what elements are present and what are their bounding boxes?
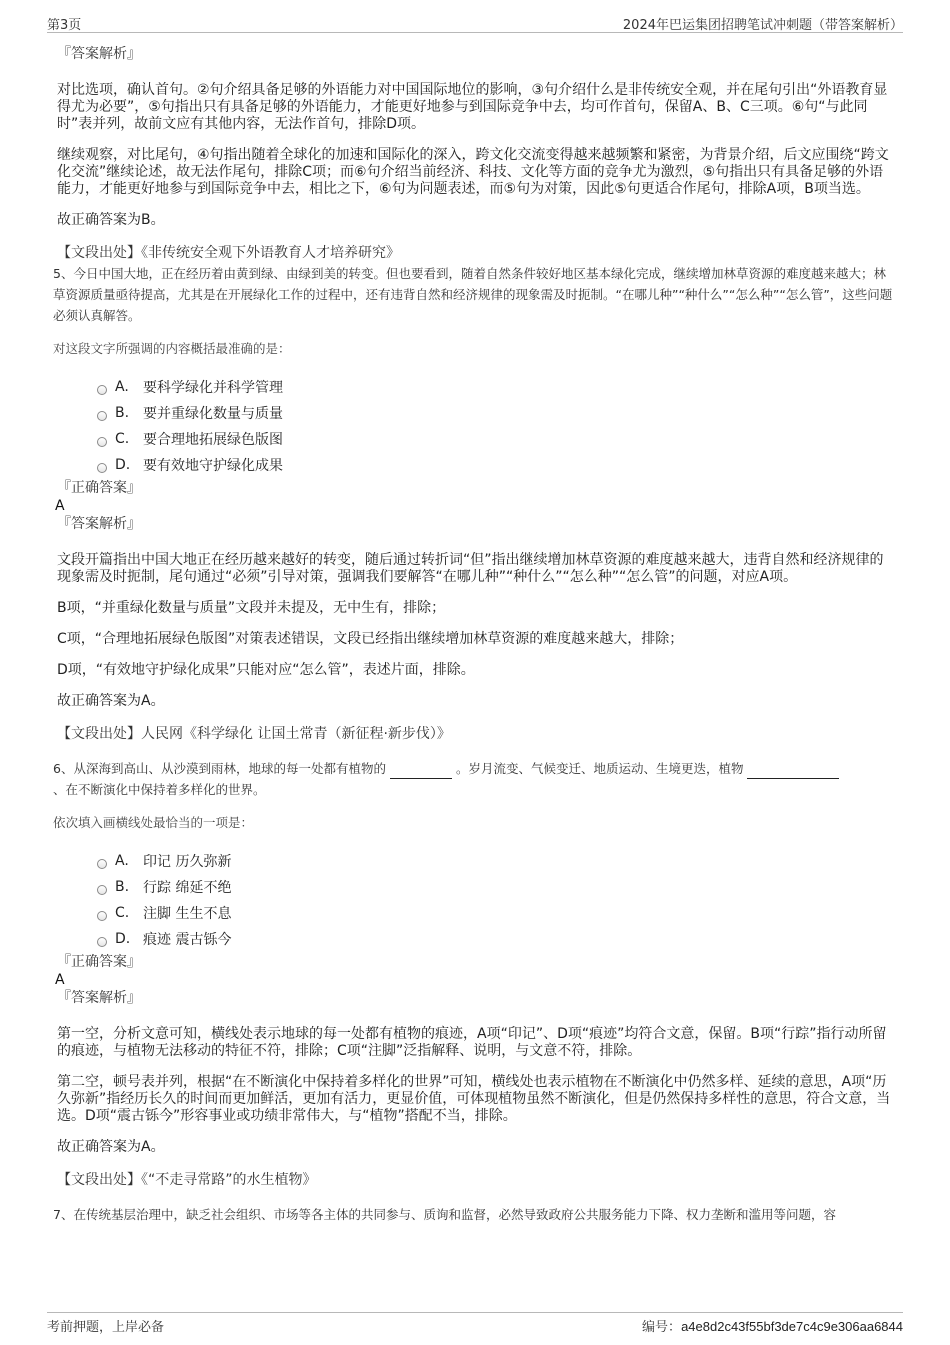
option-b[interactable]: B. 行踪 绵延不绝 xyxy=(97,874,893,900)
document-body xyxy=(53,44,893,1225)
analysis-paragraph: 继续观察，对比尾句，④句指出随着全球化的加速和国际化的深入，跨文化交流变得越来越频繁和紧密，为背景介绍，后文应围绕“跨文化交流”继续论述，故无法作尾句，排除C项；而⑥句介绍当前经济、科技、文化等方面的竞争尤为激烈，⑤句指出只有具备足够的外语能力，才能更好地参与到国际竞争中去，相比之下，⑥句为问题表述，而⑤句为对策，因此⑤句更适合作尾句，排除A项，B项当选。 xyxy=(57,147,889,197)
correct-answer-label: 『正确答案』 xyxy=(57,954,141,970)
correct-answer-value: A xyxy=(55,498,65,514)
analysis-paragraph: 第二空，顿号表并列，根据“在不断演化中保持着多样化的世界”可知，横线处也表示植物在不断演化中仍然多样、延续的意思，A项“历久弥新”指经历长久的时间而更加鲜活，更加有活力，更显价值，可体现植物虽然不断演化，但是仍然保持多样性的意思，符合文意，当选。D项“震古铄今”形容事业或功绩非常伟大，与“植物”搭配不当，排除。 xyxy=(57,1074,891,1124)
answer-analysis-label: 『答案解析』 xyxy=(57,516,141,532)
analysis-paragraph: C项，“合理地拓展绿色版图”对策表述错误，文段已经指出继续增加林草资源的难度越来越大，排除； xyxy=(57,631,684,647)
radio-button[interactable] xyxy=(97,859,107,869)
question-stem: 6、从深海到高山、从沙漠到雨林，地球的每一处都有植物的 。岁月流变、气候变迁、地质运动、生境更迭，植物 、在不断演化中保持着多样化的世界。 xyxy=(53,758,893,800)
option-b[interactable]: B. 要并重绿化数量与质量 xyxy=(97,400,893,426)
option-a[interactable]: A. 要科学绿化并科学管理 xyxy=(97,374,893,400)
question-prompt: 对这段文字所强调的内容概括最准确的是： xyxy=(53,341,291,356)
radio-button[interactable] xyxy=(97,411,107,421)
footer-slogan: 考前押题，上岸必备 xyxy=(47,1320,165,1335)
document-title: 2024年巴运集团招聘笔试冲刺题（带答案解析） xyxy=(622,18,903,33)
radio-button[interactable] xyxy=(97,437,107,447)
option-d[interactable]: D. 痕迹 震古铄今 xyxy=(97,926,893,952)
radio-button[interactable] xyxy=(97,911,107,921)
analysis-paragraph: B项，“并重绿化数量与质量”文段并未提及，无中生有，排除； xyxy=(57,600,446,616)
option-a[interactable]: A. 印记 历久弥新 xyxy=(97,848,893,874)
document-code: 编号：a4e8d2c43f55bf3de7c4c9e306aa6844 xyxy=(642,1319,903,1335)
option-c[interactable]: C. 注脚 生生不息 xyxy=(97,900,893,926)
fill-blank-2 xyxy=(747,765,839,779)
correct-answer-label: 『正确答案』 xyxy=(57,480,141,496)
radio-button[interactable] xyxy=(97,385,107,395)
option-c[interactable]: C. 要合理地拓展绿色版图 xyxy=(97,426,893,452)
option-d[interactable]: D. 要有效地守护绿化成果 xyxy=(97,452,893,478)
analysis-paragraph: 文段开篇指出中国大地正在经历越来越好的转变，随后通过转折词“但”指出继续增加林草资源的难度越来越大，违背自然和经济规律的现象需及时扼制，尾句通过“必须”引导对策，强调我们要解答“在哪儿种”“种什么”“怎么种”“怎么管”的问题，对应A项。 xyxy=(57,552,884,585)
source-citation: 【文段出处】《“不走寻常路”的水生植物》 xyxy=(57,1172,317,1188)
analysis-conclusion: 故正确答案为B。 xyxy=(57,212,165,228)
source-citation: 【文段出处】人民网《科学绿化 让国土常青（新征程·新步伐）》 xyxy=(57,726,451,742)
analysis-paragraph: D项，“有效地守护绿化成果”只能对应“怎么管”，表述片面，排除。 xyxy=(57,662,475,678)
source-citation: 【文段出处】《非传统安全观下外语教育人才培养研究》 xyxy=(57,245,400,261)
analysis-paragraph: 对比选项，确认首句。②句介绍具备足够的外语能力对中国国际地位的影响，③句介绍什么是非传统安全观，并在尾句引出“外语教育显得尤为必要”，⑤句指出只有具备足够的外语能力，才能更好地参与到国际竞争中去，均可作首句，保留A、B、C三项。⑥句“与此同时”表并列，故前文应有其他内容，无法作首句，排除D项。 xyxy=(57,82,888,132)
question-prompt: 依次填入画横线处最恰当的一项是： xyxy=(53,815,254,830)
page-header xyxy=(47,10,903,33)
question-stem: 7、在传统基层治理中，缺乏社会组织、市场等各主体的共同参与、质询和监督，必然导致政府公共服务能力下降、权力垄断和滥用等问题，容 xyxy=(53,1207,836,1222)
answer-analysis-label: 『答案解析』 xyxy=(57,46,141,62)
radio-button[interactable] xyxy=(97,937,107,947)
page-footer xyxy=(47,1312,903,1335)
radio-button[interactable] xyxy=(97,885,107,895)
fill-blank-1 xyxy=(390,765,452,779)
radio-button[interactable] xyxy=(97,463,107,473)
options-list xyxy=(97,848,893,952)
analysis-conclusion: 故正确答案为A。 xyxy=(57,1139,165,1155)
options-list xyxy=(97,374,893,478)
correct-answer-value: A xyxy=(55,972,65,988)
answer-analysis-label: 『答案解析』 xyxy=(57,990,141,1006)
page-number: 第3页 xyxy=(47,18,82,33)
question-stem: 5、今日中国大地，正在经历着由黄到绿、由绿到美的转变。但也要看到，随着自然条件较好地区基本绿化完成，继续增加林草资源的难度越来越大；林草资源质量亟待提高，尤其是在开展绿化工作的过程中，还有违背自然和经济规律的现象需及时扼制。“在哪儿种”“种什么”“怎么种”“怎么管”，这些问题必须认真解答。 xyxy=(53,266,893,323)
analysis-conclusion: 故正确答案为A。 xyxy=(57,693,165,709)
analysis-paragraph: 第一空，分析文意可知，横线处表示地球的每一处都有植物的痕迹，A项“印记”、D项“痕迹”均符合文意，保留。B项“行踪”指行动所留的痕迹，与植物无法移动的特征不符，排除；C项“注脚”泛指解释、说明，与文意不符，排除。 xyxy=(57,1026,887,1059)
